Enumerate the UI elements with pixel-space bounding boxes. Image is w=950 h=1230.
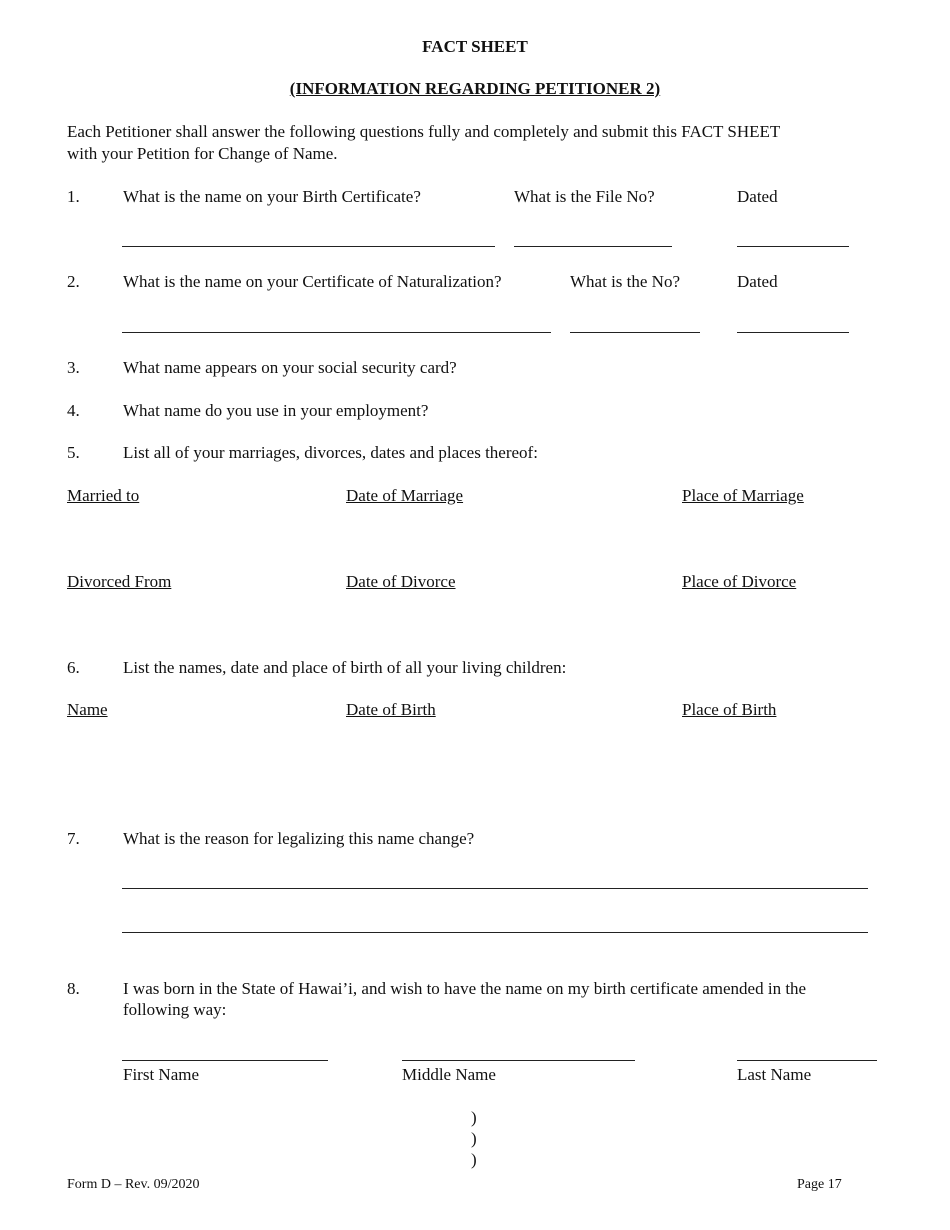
q1-name-field[interactable]: [122, 246, 495, 247]
q6-number: 6.: [67, 658, 80, 677]
caption-paren: ): [471, 1108, 477, 1127]
q4-question: What name do you use in your employment?: [123, 401, 429, 420]
q7-reason-line-2[interactable]: [122, 932, 868, 933]
caption-paren: ): [471, 1150, 477, 1169]
q1-file-no-label: What is the File No?: [514, 187, 655, 206]
q7-question: What is the reason for legalizing this name change?: [123, 829, 475, 848]
last-name-label: Last Name: [737, 1065, 812, 1084]
caption-paren: ): [471, 1129, 477, 1148]
page-number: Page 17: [797, 1177, 842, 1192]
q7-number: 7.: [67, 829, 80, 848]
q3-question: What name appears on your social security card?: [123, 358, 457, 377]
place-of-marriage-heading: Place of Marriage: [682, 486, 804, 505]
q8-statement-line-1: I was born in the State of Hawai’i, and wish to have the name on my birth certificate amended in the: [123, 979, 807, 998]
q1-dated-label: Dated: [737, 187, 778, 206]
q1-question: What is the name on your Birth Certificate?: [123, 187, 421, 206]
q5-number: 5.: [67, 443, 80, 462]
q8-statement-line-2: following way:: [123, 1000, 227, 1019]
child-name-heading: Name: [67, 700, 108, 719]
middle-name-label: Middle Name: [402, 1065, 496, 1084]
q2-name-field[interactable]: [122, 332, 551, 333]
q2-number: 2.: [67, 272, 80, 291]
date-of-birth-heading: Date of Birth: [346, 700, 436, 719]
divorced-from-heading: Divorced From: [67, 572, 172, 591]
date-of-divorce-heading: Date of Divorce: [346, 572, 456, 591]
intro-line-1: Each Petitioner shall answer the following questions fully and completely and submit this FACT SHEET: [67, 122, 781, 141]
first-name-field[interactable]: [122, 1060, 328, 1061]
form-revision: Form D – Rev. 09/2020: [67, 1177, 200, 1192]
q6-question: List the names, date and place of birth of all your living children:: [123, 658, 567, 677]
date-of-marriage-heading: Date of Marriage: [346, 486, 464, 505]
first-name-label: First Name: [123, 1065, 200, 1084]
page-title: FACT SHEET: [422, 37, 528, 56]
q2-no-field[interactable]: [570, 332, 700, 333]
q1-file-no-field[interactable]: [514, 246, 672, 247]
q8-number: 8.: [67, 979, 80, 998]
q2-question: What is the name on your Certificate of Naturalization?: [123, 272, 502, 291]
middle-name-field[interactable]: [402, 1060, 635, 1061]
q1-dated-field[interactable]: [737, 246, 849, 247]
intro-line-2: with your Petition for Change of Name.: [67, 144, 338, 163]
place-of-birth-heading: Place of Birth: [682, 700, 777, 719]
page-subtitle: (INFORMATION REGARDING PETITIONER 2): [289, 79, 661, 98]
q5-question: List all of your marriages, divorces, dates and places thereof:: [123, 443, 538, 462]
q1-number: 1.: [67, 187, 80, 206]
q4-number: 4.: [67, 401, 80, 420]
q2-dated-label: Dated: [737, 272, 778, 291]
q3-number: 3.: [67, 358, 80, 377]
q7-reason-line-1[interactable]: [122, 888, 868, 889]
q2-dated-field[interactable]: [737, 332, 849, 333]
married-to-heading: Married to: [67, 486, 140, 505]
place-of-divorce-heading: Place of Divorce: [682, 572, 797, 591]
last-name-field[interactable]: [737, 1060, 877, 1061]
q2-no-label: What is the No?: [570, 272, 680, 291]
